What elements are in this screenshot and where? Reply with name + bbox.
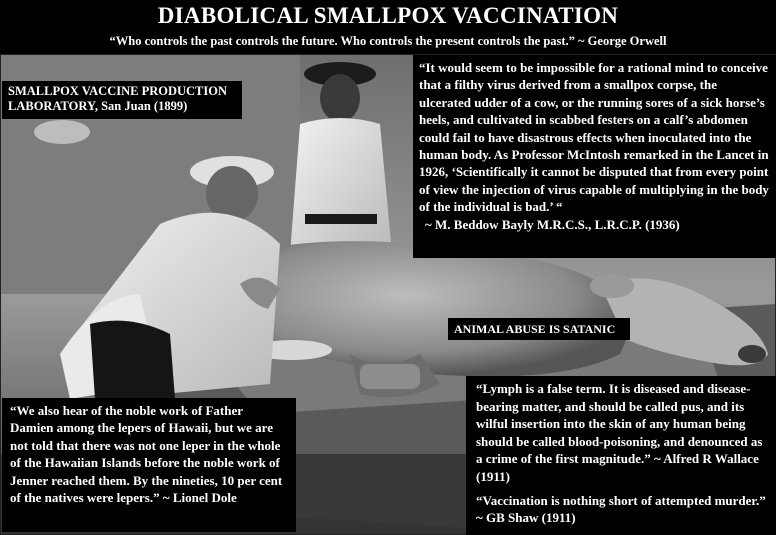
dole-quote-text: “We also hear of the noble work of Father Damien among the lepers of Hawaii, but we are not told that there was not one leper in the whole of the Hawaiian Islands before the noble work of Jenner reached them. By the nineties, 10 per cent of the natives were lepers.” ~ Lionel Dole [10,403,283,506]
wallace-quote-text: “Lymph is a false term. It is diseased and disease-bearing matter, and should be called pus, and its wilful insertion into the skin of any human being should be called blood-poisoning, and denounced as a crime of the first magnitude.” ~ Alfred R Wallace (1911) [476,381,763,484]
orwell-epigraph: “Who controls the past controls the future. Who controls the present controls the past.” ~ George Orwell [109,34,667,48]
bayly-attribution: ~ M. Beddow Bayly M.R.C.S., L.R.C.P. (1936) [425,216,680,232]
photo-caption: SMALLPOX VACCINE PRODUCTION LABORATORY, San Juan (1899) [2,81,242,119]
bayly-quote-box [413,55,776,258]
dole-quote-box [2,398,296,532]
wallace-shaw-quote-box [466,376,776,535]
animal-abuse-label: ANIMAL ABUSE IS SATANIC [448,318,630,340]
shaw-quote-text: “Vaccination is nothing short of attempted murder.” ~ GB Shaw (1911) [476,492,766,526]
poster-title: DIABOLICAL SMALLPOX VACCINATION [157,3,619,28]
bayly-quote-text: “It would seem to be impossible for a rational mind to conceive that a filthy virus derived from a smallpox corpse, the ulcerated udder of a cow, or the running sores of a sick horse’s heels, and cultivated in scabbed festers on a calf’s abdomen could fail to have disastrous effects when inoculated into the human body. As Professor McIntosh remarked in the Lancet in 1926, ‘Scientifically it cannot be disputed that from every point of view the injection of virus capable of multiplying in the body of the individual is bad.’ “ [419,60,769,215]
